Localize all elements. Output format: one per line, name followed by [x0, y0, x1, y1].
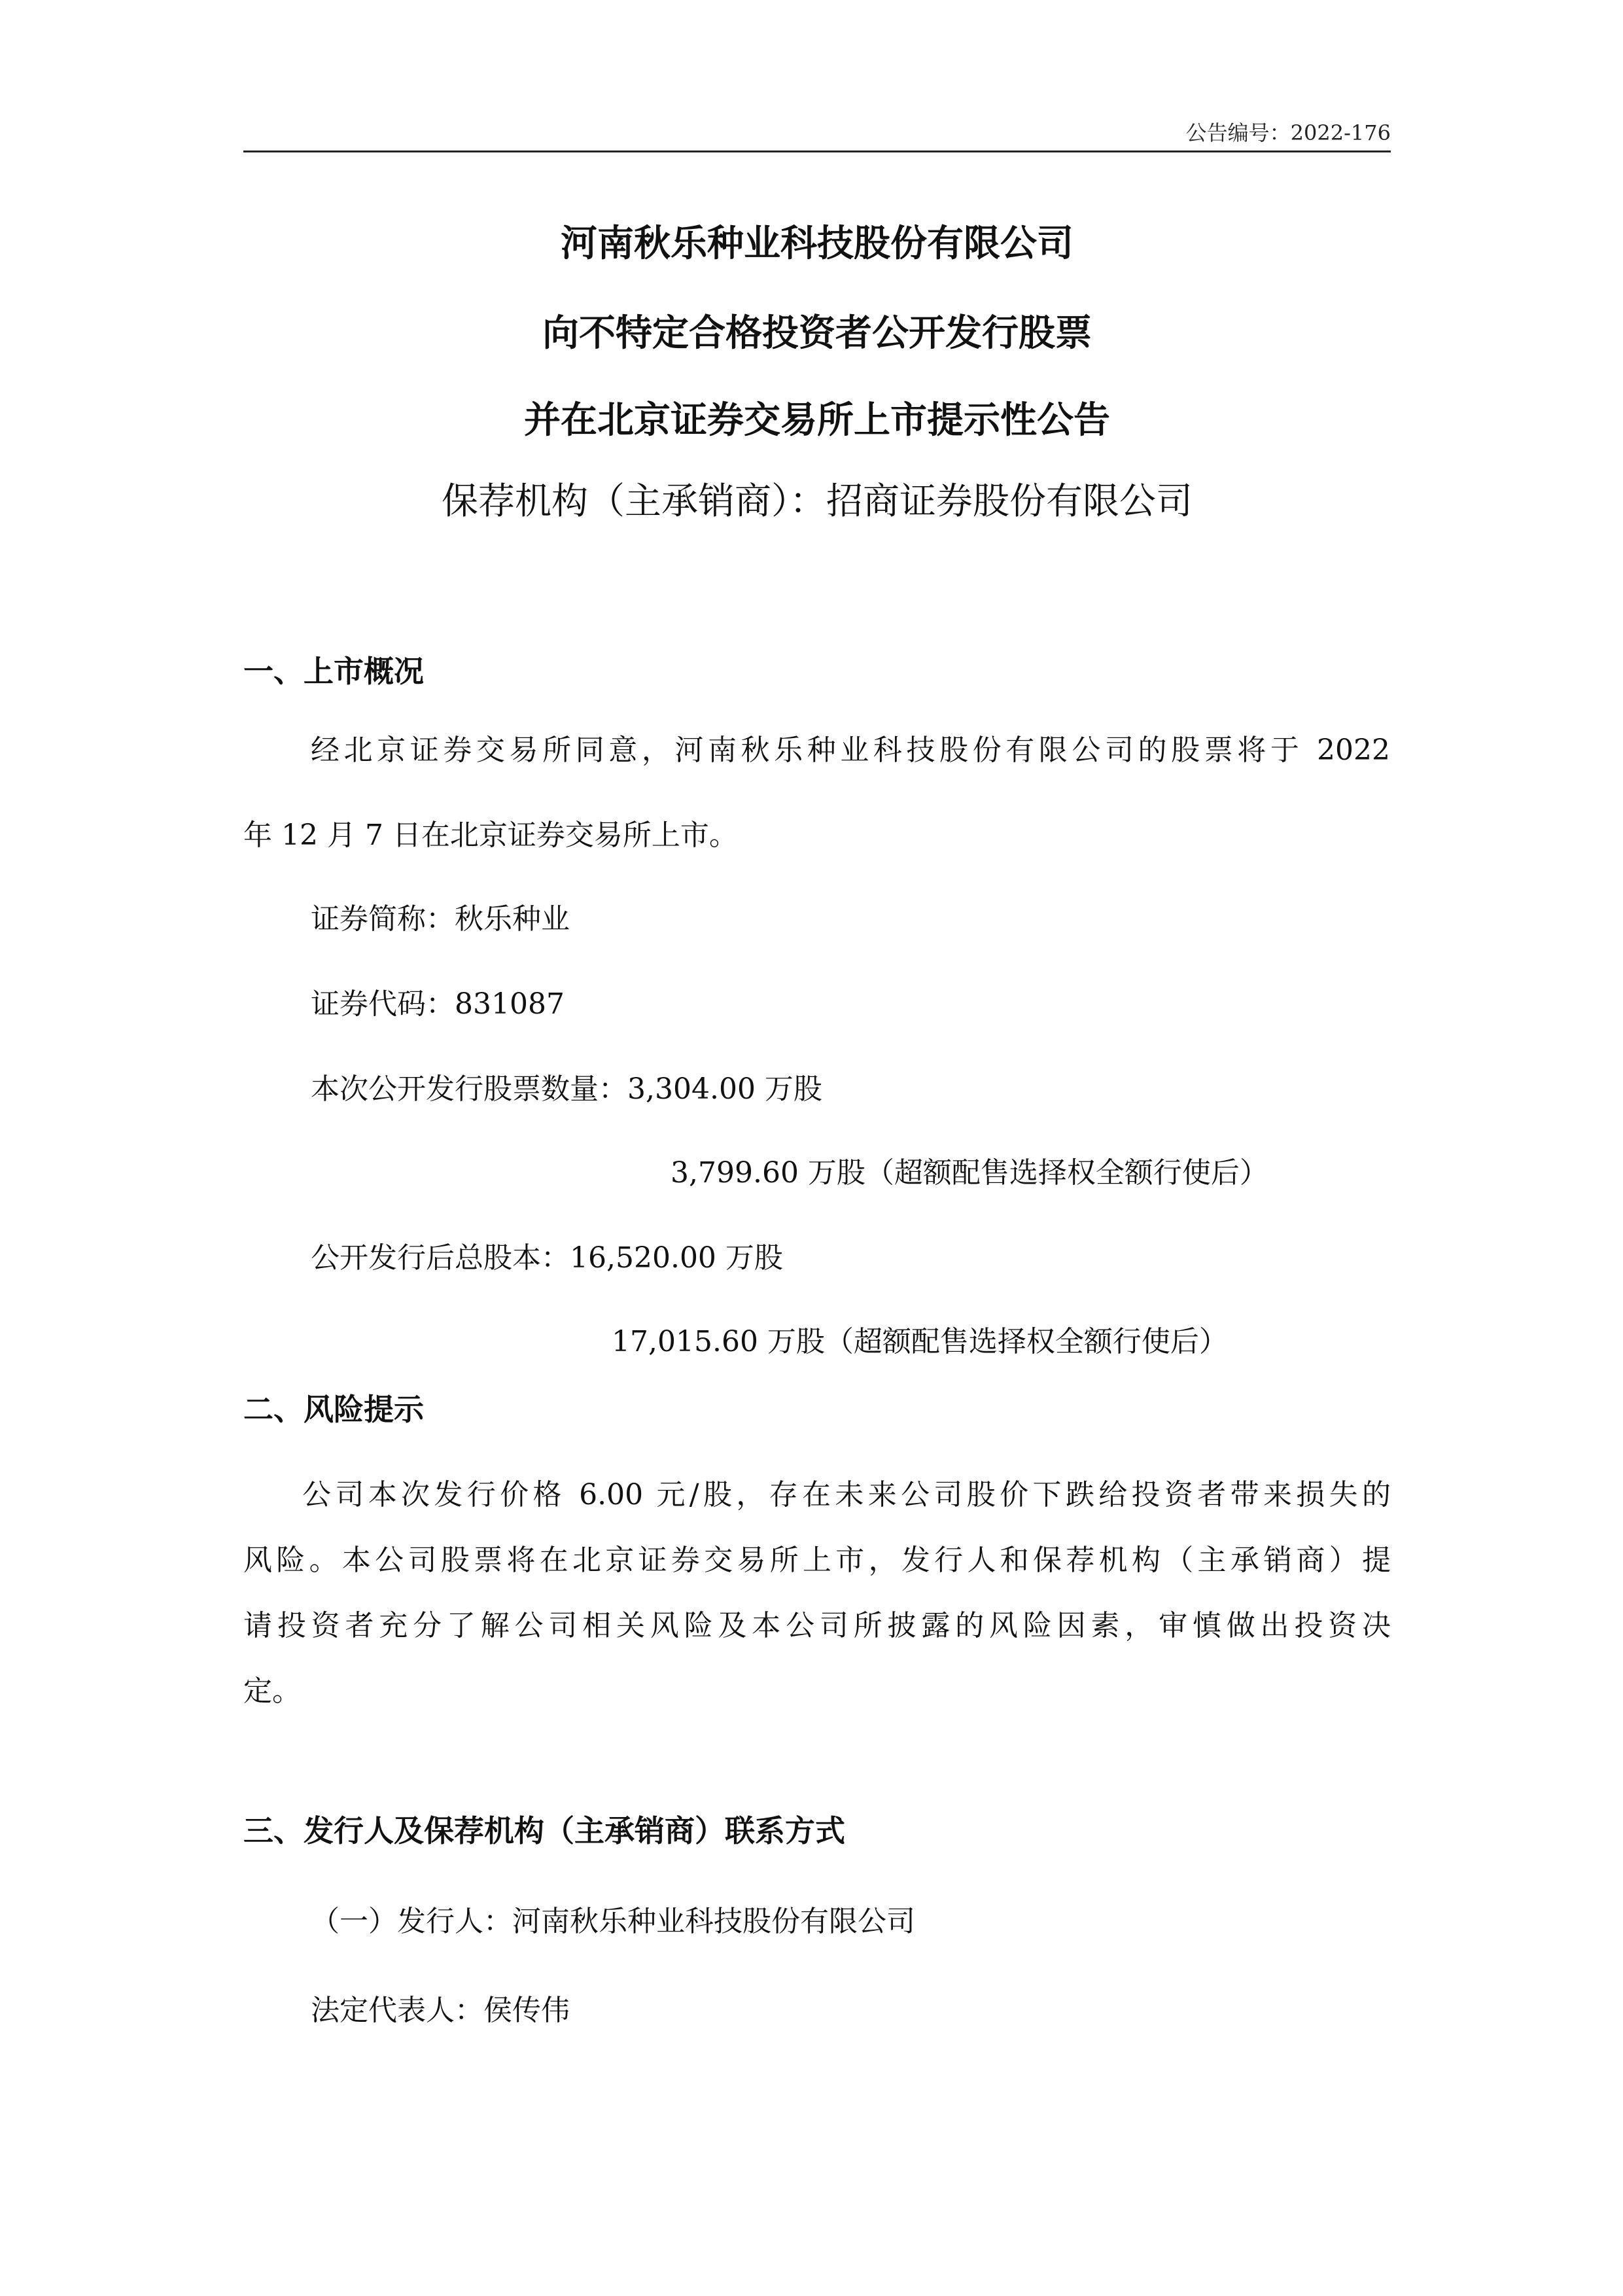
legal-representative: 法定代表人：侯传伟	[311, 1994, 570, 2027]
issue-quantity-overallotment: 3,799.60 万股（超额配售选择权全额行使后）	[671, 1156, 1268, 1190]
section-1-paragraph-line-1: 经北京证券交易所同意，河南秋乐种业科技股份有限公司的股票将于 2022	[311, 733, 1390, 767]
total-share-capital: 公开发行后总股本：16,520.00 万股	[311, 1241, 783, 1275]
section-3-heading: 三、发行人及保荐机构（主承销商）联系方式	[243, 1813, 845, 1848]
risk-paragraph-line-2: 风险。本公司股票将在北京证券交易所上市，发行人和保荐机构（主承销商）提	[243, 1544, 1391, 1577]
header-rule	[243, 150, 1391, 152]
title-line-1: 河南秋乐种业科技股份有限公司	[561, 222, 1073, 265]
title-line-3: 并在北京证券交易所上市提示性公告	[524, 398, 1110, 442]
section-1-heading: 一、上市概况	[243, 654, 424, 689]
security-short-name: 证券简称：秋乐种业	[311, 902, 570, 936]
risk-paragraph-line-3: 请投资者充分了解公司相关风险及本公司所披露的风险因素，审慎做出投资决	[243, 1609, 1391, 1642]
section-2-heading: 二、风险提示	[243, 1392, 424, 1427]
issuer-name: （一）发行人：河南秋乐种业科技股份有限公司	[311, 1905, 915, 1938]
risk-paragraph-line-1: 公司本次发行价格 6.00 元/股，存在未来公司股价下跌给投资者带来损失的	[302, 1478, 1391, 1511]
risk-paragraph-line-4: 定。	[243, 1674, 301, 1708]
title-line-2: 向不特定合格投资者公开发行股票	[542, 311, 1092, 355]
sponsor-subtitle: 保荐机构（主承销商）：招商证券股份有限公司	[442, 480, 1193, 523]
security-code: 证券代码：831087	[311, 987, 565, 1021]
announcement-number: 公告编号：2022-176	[1185, 120, 1391, 145]
total-share-capital-overallotment: 17,015.60 万股（超额配售选择权全额行使后）	[612, 1325, 1228, 1358]
issue-quantity: 本次公开发行股票数量：3,304.00 万股	[311, 1072, 822, 1106]
section-1-paragraph-line-2: 年 12 月 7 日在北京证券交易所上市。	[243, 819, 738, 852]
